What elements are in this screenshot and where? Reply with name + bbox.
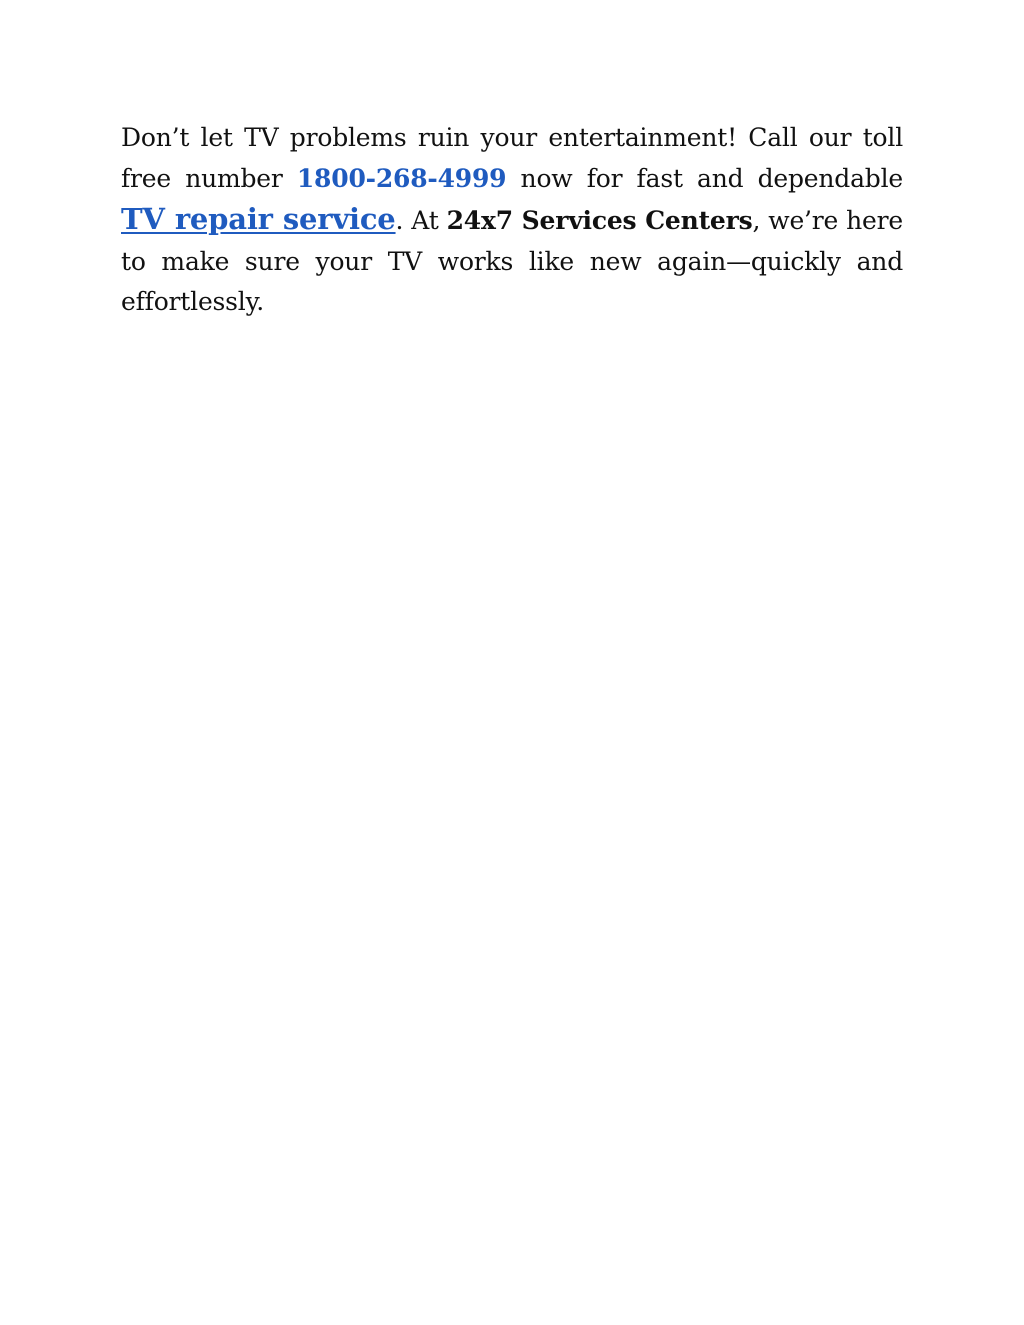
paragraph-text-closing: , we’re here to make sure your TV works like new again—quickly and effortlessly. (121, 206, 903, 316)
tv-repair-service-link[interactable]: TV repair service (121, 202, 396, 236)
paragraph-text-at: . At (395, 206, 447, 235)
body-paragraph (121, 118, 903, 323)
paragraph-text-intro: Don’t let TV problems ruin your entertainment! Call our toll free number (121, 123, 903, 193)
toll-free-phone-number: 1800-268-4999 (296, 163, 507, 193)
paragraph-text-middle: now for fast and dependable (506, 163, 903, 193)
company-name: 24x7 Services Centers (446, 206, 753, 235)
